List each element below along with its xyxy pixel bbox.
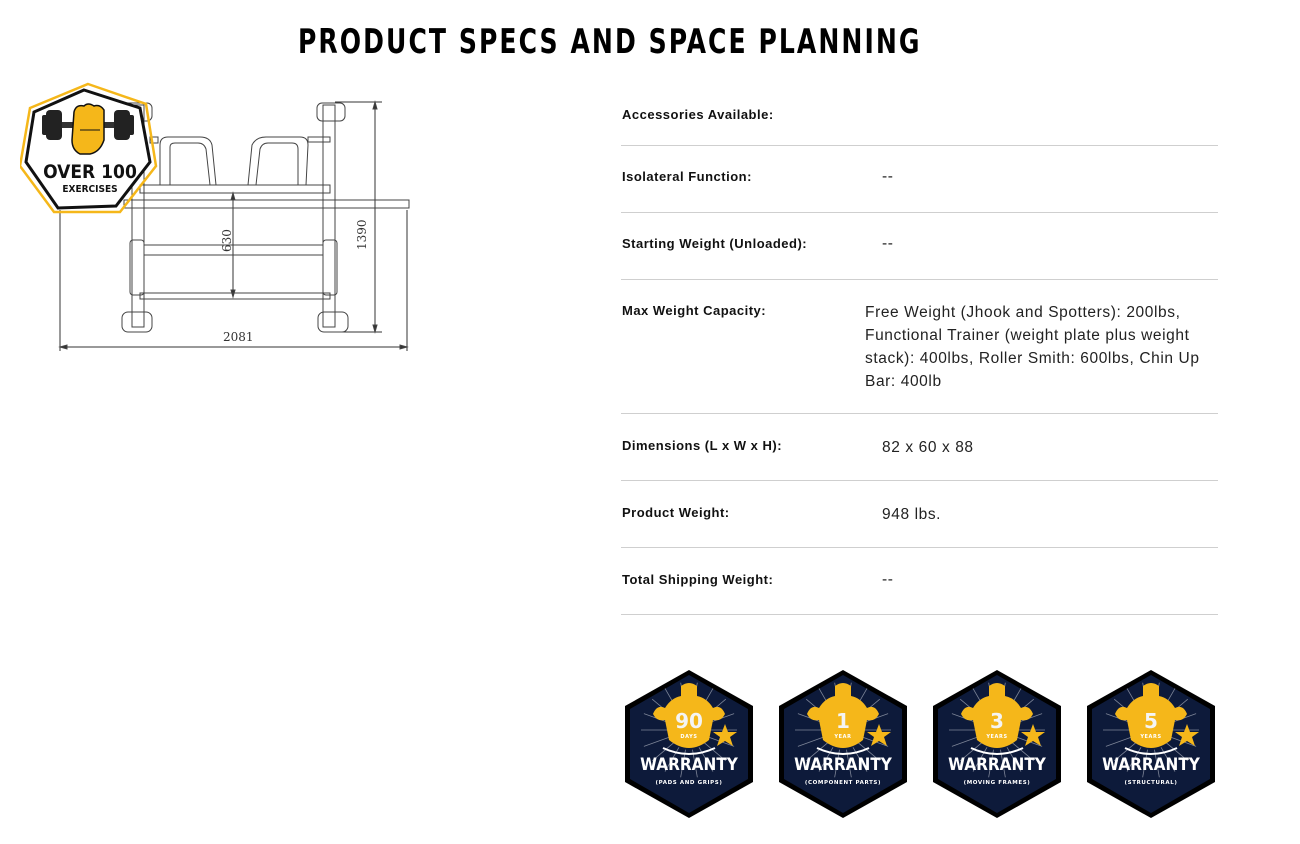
spec-row-product-weight <box>621 481 1218 548</box>
spec-label: Starting Weight (Unloaded): <box>622 236 808 251</box>
warranty-unit: YEAR <box>834 734 852 740</box>
warranty-number: 5 <box>1144 709 1158 733</box>
spec-value: 948 lbs. <box>882 506 942 523</box>
warranty-badge-graphic <box>929 668 1065 820</box>
spec-value: -- <box>882 571 894 588</box>
warranty-unit: DAYS <box>680 734 698 740</box>
spec-row-shipping-weight <box>621 548 1218 615</box>
warranty-badge-3-years <box>929 668 1065 820</box>
over-100-exercises-badge <box>20 82 160 216</box>
badge-subtitle: EXERCISES <box>62 184 118 195</box>
badge-title: OVER 100 <box>43 161 137 183</box>
warranty-number: 3 <box>990 709 1004 733</box>
warranty-badge-graphic <box>775 668 911 820</box>
spec-value: -- <box>882 235 894 252</box>
spec-label: Accessories Available: <box>622 107 774 122</box>
spec-label: Total Shipping Weight: <box>622 572 774 587</box>
warranty-badge-graphic <box>1083 668 1219 820</box>
warranty-badge-graphic <box>621 668 757 820</box>
warranty-unit: YEARS <box>986 734 1008 740</box>
page-title: PRODUCT SPECS AND SPACE PLANNING <box>298 22 922 62</box>
warranty-subtitle: (MOVING FRAMES) <box>963 780 1031 786</box>
spec-label: Max Weight Capacity: <box>622 303 767 318</box>
warranty-subtitle: (PADS AND GRIPS) <box>655 780 723 786</box>
warranty-subtitle: (STRUCTURAL) <box>1124 780 1178 786</box>
warranty-title: WARRANTY <box>948 755 1046 775</box>
spec-label: Product Weight: <box>622 505 730 520</box>
warranty-number: 1 <box>836 709 850 733</box>
spec-value: Free Weight (Jhook and Spotters): 200lbs, Functional Trainer (weight plate plus weight stack): 400lbs, Roller Smith: 600lbs, Chin Up Bar: 400lb <box>865 304 1200 390</box>
warranty-number: 90 <box>675 709 703 733</box>
spec-row-accessories <box>621 80 1218 146</box>
spec-row-max-weight <box>621 280 1218 414</box>
specs-table <box>621 80 1218 615</box>
spec-row-starting-weight <box>621 213 1218 280</box>
warranty-badges <box>621 668 1221 820</box>
spec-value: -- <box>882 168 894 185</box>
warranty-badge-1-year <box>775 668 911 820</box>
warranty-unit: YEARS <box>1140 734 1162 740</box>
warranty-title: WARRANTY <box>794 755 892 775</box>
dim-width-label: 2081 <box>223 330 254 344</box>
warranty-title: WARRANTY <box>640 755 738 775</box>
dim-bar-height-label: 630 <box>220 229 234 252</box>
warranty-badge-90-days <box>621 668 757 820</box>
spec-row-isolateral <box>621 146 1218 213</box>
spec-label: Dimensions (L x W x H): <box>622 438 783 453</box>
warranty-title: WARRANTY <box>1102 755 1200 775</box>
spec-label: Isolateral Function: <box>622 169 752 184</box>
warranty-subtitle: (COMPONENT PARTS) <box>804 780 882 786</box>
dim-height-label: 1390 <box>355 219 369 250</box>
warranty-badge-5-years <box>1083 668 1219 820</box>
spec-value: 82 x 60 x 88 <box>882 439 974 456</box>
spec-row-dimensions <box>621 414 1218 481</box>
